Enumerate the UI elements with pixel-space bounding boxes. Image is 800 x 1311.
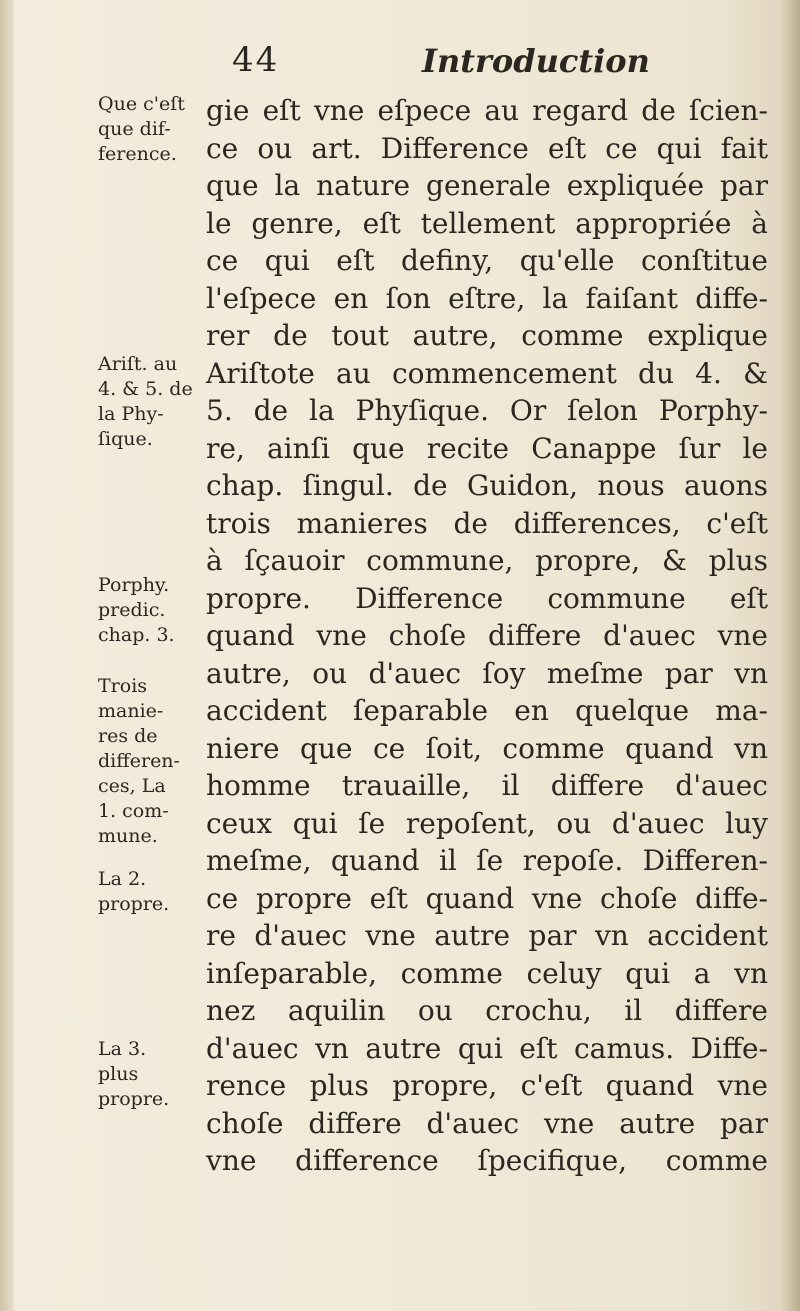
text-line: propre. Difference commune eſt [206,581,768,615]
page-number: 44 [232,40,280,80]
margin-note-line: Porphy. [98,574,170,596]
text-line: rence plus propre, c'eſt quand vne [206,1069,768,1102]
text-line: niere que ce ſoit, comme quand vn [206,731,768,765]
text-line: d'auec vn autre qui eſt camus. Diffe- [206,1031,768,1065]
text-line: vne difference ſpecifique, comme [206,1144,768,1177]
text-line: chap. ſingul. de Guidon, nous auons [206,469,768,502]
text-line: accident ſeparable en quelque ma- [206,694,768,727]
margin-note-line: La 2. [98,868,147,890]
text-line: l'eſpece en ſon eſtre, la faiſant diffe- [206,281,768,315]
margin-note-line: propre. [98,893,170,915]
text-line: à ſçauoir commune, propre, & plus [206,544,768,577]
text-line: le genre, eſt tellement appropriée à [206,206,768,240]
text-line: gie eſt vne eſpece au regard de ſcien- [206,94,768,127]
text-line: trois manieres de differences, c'eſt [206,506,768,540]
margin-note-line: manie- [98,700,164,722]
text-line: quand vne choſe differe d'auec vne [206,619,768,652]
margin-note-line: ference. [98,143,177,165]
margin-note-line: plus [98,1063,139,1085]
margin-note-line: 1. com- [98,800,169,822]
text-line: ce propre eſt quand vne choſe diffe- [206,881,768,915]
margin-note [98,674,210,849]
text-line: que la nature generale expliquée par [206,169,768,202]
text-line: Ariſtote au commencement du 4. & [206,356,768,390]
text-line: ceux qui ſe repoſent, ou d'auec luy [206,806,768,840]
text-line: choſe differe d'auec vne autre par [206,1106,768,1140]
margin-note-line: Que c'eſt [98,93,185,115]
margin-note-line: La 3. [98,1038,147,1060]
margin-note-line: chap. 3. [98,624,175,646]
text-line: re, ainſi que recite Canappe ſur le [206,431,768,465]
text-line: inſeparable, comme celuy qui a vn [206,956,768,990]
margin-note-line: differen- [98,750,180,772]
text-line: autre, ou d'auec ſoy meſme par vn [206,656,768,690]
margin-note-line: que dif- [98,118,171,140]
margin-note-line: Ariſt. au [98,353,178,375]
margin-note-line: ſique. [98,428,153,450]
text-line: rer de tout autre, comme explique [206,319,768,352]
margin-note-line: Trois [98,675,148,697]
page-right-edge [778,0,800,1311]
text-line: nez aquilin ou crochu, il differe [206,994,768,1027]
margin-note [98,352,210,452]
margin-note [98,1037,210,1112]
margin-note [98,573,210,648]
text-line: 5. de la Phyſique. Or ſelon Porphy- [206,394,768,427]
text-line: homme trauaille, il differe d'auec [206,769,768,802]
page-header [0,40,800,90]
page-left-edge [0,0,14,1311]
text-line: ce ou art. Difference eſt ce qui fait [206,131,768,165]
margin-note-line: la Phy- [98,403,164,425]
margin-note [98,92,210,167]
text-line: re d'auec vne autre par vn accident [206,919,768,952]
margin-note-line: res de [98,725,158,747]
margin-note-line: ces, La [98,775,166,797]
margin-note [98,867,210,917]
margin-note-line: mune. [98,825,158,847]
margin-note-line: propre. [98,1088,170,1110]
text-line: meſme, quand il ſe repoſe. Differen- [206,844,768,877]
body-text [206,92,768,1180]
running-title: Introduction [422,42,650,80]
text-line: ce qui eſt definy, qu'elle conſtitue [206,244,768,277]
margin-note-line: predic. [98,599,166,621]
margin-note-line: 4. & 5. de [98,378,193,400]
